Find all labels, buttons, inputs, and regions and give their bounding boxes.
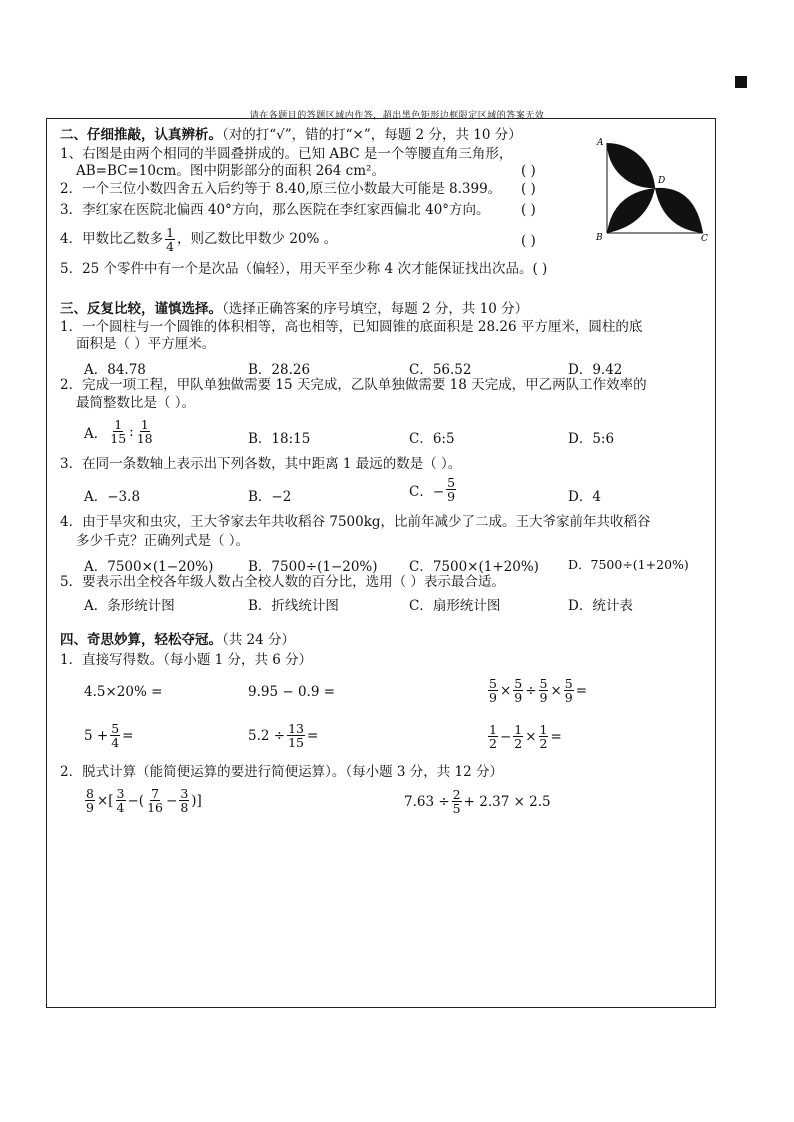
s4-e6-f3: $\frac{1}{2}$ (539, 722, 548, 751)
section4-title: 四、奇思妙算，轻松夺冠。 (60, 632, 222, 648)
s4-e4-pre: 5 + (84, 727, 109, 744)
s4-e7-f4: $\frac{3}{8}$ (180, 786, 189, 815)
s3-q2-option-a[interactable] (84, 418, 155, 445)
s3-q1-option-b[interactable]: B．28.26 (248, 362, 311, 378)
s3-q2-frac2-den: 18 (136, 431, 153, 446)
s2-q3-answer-blank[interactable]: ( ) (521, 202, 536, 218)
s4-e3-f3: $\frac{5}{9}$ (539, 676, 548, 705)
s2-q2-answer-blank[interactable]: ( ) (521, 181, 536, 197)
s3-q3-option-b[interactable]: B．−2 (248, 489, 292, 505)
s4-e7-f2: $\frac{3}{4}$ (116, 786, 125, 815)
s3-q2-frac1-num: 1 (114, 417, 123, 432)
section3-heading (60, 301, 528, 318)
s3-q2-option-d[interactable]: D．5:6 (568, 431, 615, 447)
s3-q2-line2: 最简整数比是（ ）。 (76, 395, 196, 411)
s3-q2-option-b[interactable]: B．18:15 (248, 431, 311, 447)
s3-q2-frac2-num: 1 (140, 417, 149, 432)
s2-q5-answer-blank[interactable]: ( ) (532, 261, 548, 277)
s2-q1-answer-blank[interactable]: ( ) (521, 163, 536, 179)
shaded-petal-lower-left (607, 188, 655, 233)
corner-marker (735, 76, 747, 88)
s2-q4-post: ，则乙数比甲数少 20% 。 (177, 231, 338, 247)
s2-q1-line2: AB=BC=10cm。图中阴影部分的面积 264 cm²。 (76, 163, 385, 179)
s3-q5-option-a[interactable]: A．条形统计图 (84, 598, 175, 614)
s3-q4-option-c[interactable]: C．7500×(1+20%) (409, 559, 539, 575)
shaded-petal-lower-right (655, 188, 703, 233)
s3-q5-option-c[interactable]: C．扇形统计图 (409, 598, 501, 614)
s4-expr-3: $\frac{5}{9}$ × $\frac{5}{9}$ ÷ $\frac{5}{9}$ × $\frac{5}{9}$ = (489, 676, 588, 705)
s3-q3-option-c-frac (446, 476, 456, 503)
s3-q1-line1: 1．一个圆柱与一个圆锥的体积相等，高也相等，已知圆锥的底面积是 28.26 平方厘米，圆柱的底 (60, 319, 643, 335)
s3-q5-option-b[interactable]: B．折线统计图 (248, 598, 339, 614)
s3-q5: 5．要表示出全校各年级人数占全校人数的百分比，选用（ ）表示最合适。 (60, 574, 505, 590)
fig-label-c: C (701, 234, 708, 243)
s4-e5-pre: 5.2 ÷ (248, 727, 286, 744)
answer-area-note: 请在各题目的答题区域内作答，超出黑色矩形边框限定区域的答案无效 (249, 111, 545, 121)
s4-e3-f2: $\frac{5}{9}$ (514, 676, 523, 705)
s4-e6-f1: $\frac{1}{2}$ (489, 722, 497, 751)
s2-q5-text: 5．25 个零件中有一个是次品（偏轻），用天平至少称 4 次才能保证找出次品。 (60, 261, 533, 277)
s2-q4-num: 1 (166, 225, 175, 240)
s4-e6-eq: = (550, 728, 562, 745)
s3-q4-line2: 多少千克？正确列式是（ ）。 (76, 533, 250, 549)
section2-note: （对的打“√”，错的打“×”，每题 2 分，共 10 分） (222, 127, 522, 143)
s4-e3-eq: = (575, 682, 588, 699)
s3-q3-option-d[interactable]: D．4 (568, 489, 601, 505)
s4-e8-frac: $\frac{2}{5}$ (452, 787, 461, 816)
section3-note: （选择正确答案的序号填空，每题 2 分，共 10 分） (222, 301, 529, 317)
fig-label-d: D (658, 176, 666, 186)
s3-q4-option-b[interactable]: B．7500÷(1−20%) (248, 559, 378, 575)
s4-e8-pre: 7.63 ÷ (404, 793, 450, 810)
s3-q1-option-a[interactable]: A．84.78 (84, 362, 146, 378)
section3-title: 三、反复比较，谨慎选择。 (60, 301, 222, 317)
s4-e7-f3: $\frac{7}{16}$ (147, 786, 163, 815)
fig-label-a: A (597, 138, 604, 148)
s4-expr-4 (84, 722, 133, 749)
semicircle-figure (595, 133, 713, 243)
s4-part2-title: 2．脱式计算（能简便运算的要进行简便运算）。（每小题 3 分，共 12 分） (60, 764, 504, 780)
s3-q1-line2: 面积是（ ）平方厘米。 (76, 336, 216, 352)
s4-expr-6: $\frac{1}{2}$ − $\frac{1}{2}$ × $\frac{1}{2}$ = (489, 722, 562, 751)
s3-q2-line1: 2．完成一项工程，甲队单独做需要 15 天完成，乙队单独做需要 18 天完成，甲乙两队工作效率的 (60, 377, 647, 393)
section2-title: 二、仔细推敲，认真辨析。 (60, 127, 222, 143)
s3-q1-option-d[interactable]: D．9.42 (568, 362, 623, 378)
s4-expr-7: $\frac{8}{9}$ ×[ $\frac{3}{4}$ −( $\frac{7}{16}$ − $\frac{3}{8}$ )] (86, 786, 202, 815)
s3-q4-option-d[interactable]: D．7500÷(1+20%) (568, 557, 689, 572)
s2-q4-answer-blank[interactable]: ( ) (521, 233, 536, 249)
s4-e3-f4: $\frac{5}{9}$ (564, 676, 573, 705)
s4-e3-f1: $\frac{5}{9}$ (489, 676, 497, 705)
s2-q4-den: 4 (166, 239, 175, 254)
s3-q5-option-d[interactable]: D．统计表 (568, 598, 633, 614)
s3-q4-line1: 4．由于旱灾和虫灾，王大爷家去年共收稻谷 7500kg，比前年减少了二成。王大爷家前年共收稻谷 (60, 514, 651, 530)
s3-q2-option-c[interactable]: C．6:5 (409, 431, 455, 447)
s3-q3-option-a[interactable]: A．−3.8 (84, 489, 141, 505)
s3-q3-frac-num: 5 (447, 475, 456, 490)
s2-q3: 3．李红家在医院北偏西 40°方向，那么医院在李红家西偏北 40°方向。 (60, 202, 490, 218)
section4-note: （共 24 分） (222, 632, 296, 648)
s2-q4-pre: 4．甲数比乙数多 (60, 231, 164, 247)
s3-q3-option-c-label: C．− (409, 483, 445, 500)
section2-heading (60, 127, 522, 144)
s4-expr-8 (404, 788, 551, 815)
s2-q1-line1: 1、右图是由两个相同的半圆叠拼成的。已知 ABC 是一个等腰直角三角形， (60, 146, 513, 162)
s4-expr-1: 4.5×20% = (84, 684, 163, 700)
s4-e4-eq: = (122, 727, 134, 744)
section4-heading (60, 632, 295, 649)
s2-q4-fraction (165, 226, 175, 253)
s4-expr-5 (248, 722, 318, 749)
s3-q2-frac2 (136, 418, 154, 445)
s2-q2: 2．一个三位小数四舍五入后约等于 8.40,原三位小数最大可能是 8.399。 (60, 181, 502, 197)
s2-q4 (60, 226, 337, 253)
s4-e7-f1: $\frac{8}{9}$ (86, 786, 94, 815)
s3-q3: 3．在同一条数轴上表示出下列各数，其中距离 1 最远的数是（ ）。 (60, 456, 462, 472)
s3-q4-option-a[interactable]: A．7500×(1−20%) (84, 559, 214, 575)
s3-q1-option-c[interactable]: C．56.52 (409, 362, 472, 378)
fig-label-b: B (596, 233, 603, 243)
s3-q3-frac-den: 9 (447, 489, 456, 504)
s4-e5-frac: $\frac{13}{15}$ (288, 721, 304, 750)
s4-expr-2: 9.95 − 0.9 = (248, 684, 336, 700)
s3-q2-frac1 (109, 418, 127, 445)
s2-q5 (60, 261, 547, 278)
s4-e5-eq: = (306, 727, 319, 744)
s4-part1-title: 1．直接写得数。（每小题 1 分，共 6 分） (60, 652, 313, 668)
s3-q2-option-a-label: A． (84, 425, 108, 442)
s3-q3-option-c[interactable] (409, 476, 457, 503)
s4-e4-frac: $\frac{5}{4}$ (111, 721, 120, 750)
s4-e6-f2: $\frac{1}{2}$ (514, 722, 523, 751)
s3-q2-frac1-den: 15 (110, 431, 127, 446)
s3-q2-ratio-sep: : (129, 423, 134, 440)
s4-e8-tail: + 2.37 × 2.5 (463, 793, 551, 810)
